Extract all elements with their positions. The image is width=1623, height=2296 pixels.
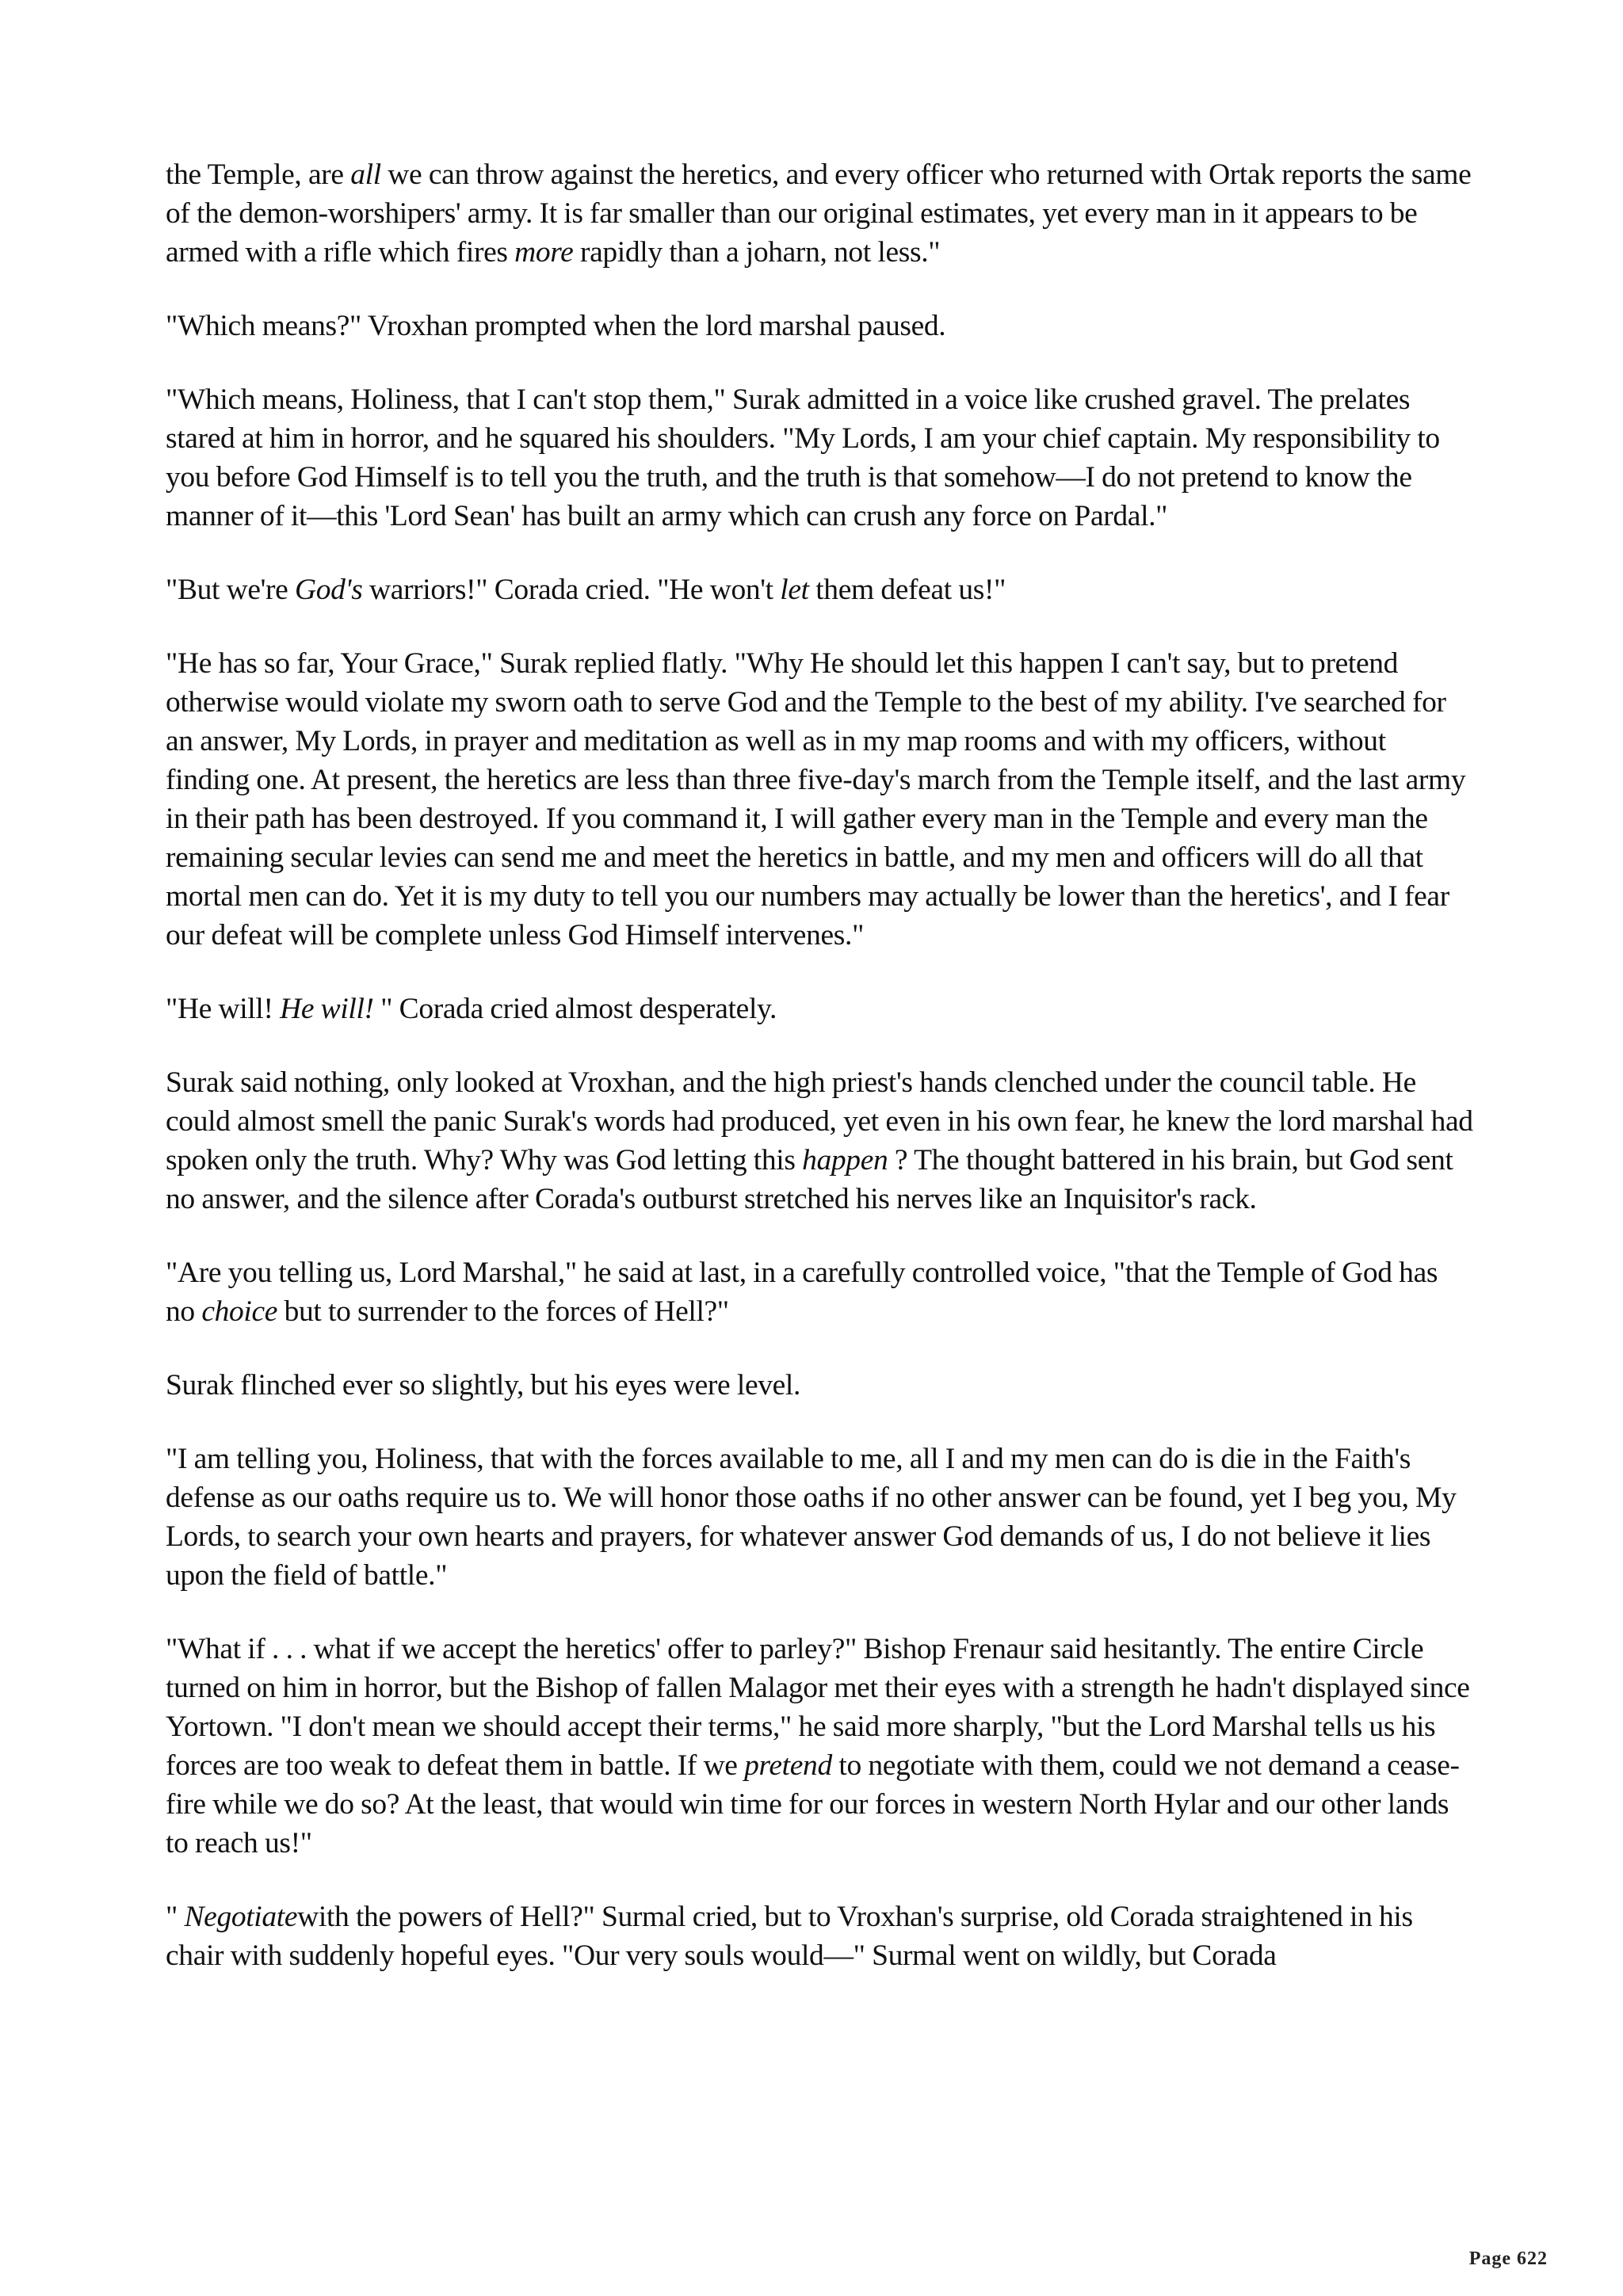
page-number: Page 622 — [1468, 2248, 1548, 2269]
paragraph: "Are you telling us, Lord Marshal," he said at last, in a carefully controlled voice, "that the Temple of God has no choice but to surrender to the forces of Hell?" — [166, 1257, 1438, 1328]
paragraph: "But we're God's warriors!" Corada cried. "He won't let them defeat us!" — [166, 574, 1006, 606]
paragraph: " Negotiatewith the powers of Hell?" Surmal cried, but to Vroxhan's surprise, old Corada straightened in his chair with suddenly hopeful eyes. "Our very souls would—" Surmal went on wildly, but Corada — [166, 1901, 1413, 1972]
paragraph: Surak flinched ever so slightly, but his eyes were level. — [166, 1369, 801, 1402]
paragraph: "Which means, Holiness, that I can't stop them," Surak admitted in a voice like crushed gravel. The prelates stared at him in horror, and he squared his shoulders. "My Lords, I am your chief captain. My responsibility to you before God Himself is to tell you the truth, and the truth is that somehow—I do not pretend to know the manner of it—this 'Lord Sean' has built an army which can crush any force on Pardal." — [166, 383, 1440, 532]
page-body — [166, 155, 1473, 2010]
paragraph: "I am telling you, Holiness, that with the forces available to me, all I and my men can do is die in the Faith's defense as our oaths require us to. We will honor those oaths if no other answer can be found, yet I beg you, My Lords, to search your own hearts and prayers, for whatever answer God demands of us, I do not believe it lies upon the field of battle." — [166, 1443, 1457, 1592]
paragraph: "He will! He will! " Corada cried almost desperately. — [166, 993, 777, 1025]
paragraph: the Temple, are all we can throw against the heretics, and every officer who returned with Ortak reports the same of the demon-worshipers' army. It is far smaller than our original estimates, yet every man in it appears to be armed with a rifle which fires more rapidly than a joharn, not less." — [166, 158, 1472, 269]
paragraph: "He has so far, Your Grace," Surak replied flatly. "Why He should let this happen I can't say, but to pretend otherwise would violate my sworn oath to serve God and the Temple to the best of my ability. I've searched for an answer, My Lords, in prayer and meditation as well as in my map rooms and with my officers, without finding one. At present, the heretics are less than three five-day's march from the Temple itself, and the last army in their path has been destroyed. If you command it, I will gather every man in the Temple and every man the remaining secular levies can send me and meet the heretics in battle, and my men and officers will do all that mortal men can do. Yet it is my duty to tell you our numbers may actually be lower than the heretics', and I fear our defeat will be complete unless God Himself intervenes." — [166, 647, 1466, 952]
paragraph: "What if . . . what if we accept the heretics' offer to parley?" Bishop Frenaur said hesitantly. The entire Circle turned on him in horror, but the Bishop of fallen Malagor met their eyes with a strength he hadn't displayed since Yortown. "I don't mean we should accept their terms," he said more sharply, "but the Lord Marshal tells us his forces are too weak to defeat them in battle. If we pretend to negotiate with them, could we not demand a cease-fire while we do so? At the least, that would win time for our forces in western North Hylar and our other lands to reach us!" — [166, 1633, 1470, 1859]
paragraph: "Which means?" Vroxhan prompted when the lord marshal paused. — [166, 310, 946, 342]
paragraph: Surak said nothing, only looked at Vroxhan, and the high priest's hands clenched under the council table. He could almost smell the panic Surak's words had produced, yet even in his own fear, he knew the lord marshal had spoken only the truth. Why? Why was God letting this happen ? The thought battered in his brain, but God sent no answer, and the silence after Corada's outburst stretched his nerves like an Inquisitor's rack. — [166, 1066, 1473, 1215]
